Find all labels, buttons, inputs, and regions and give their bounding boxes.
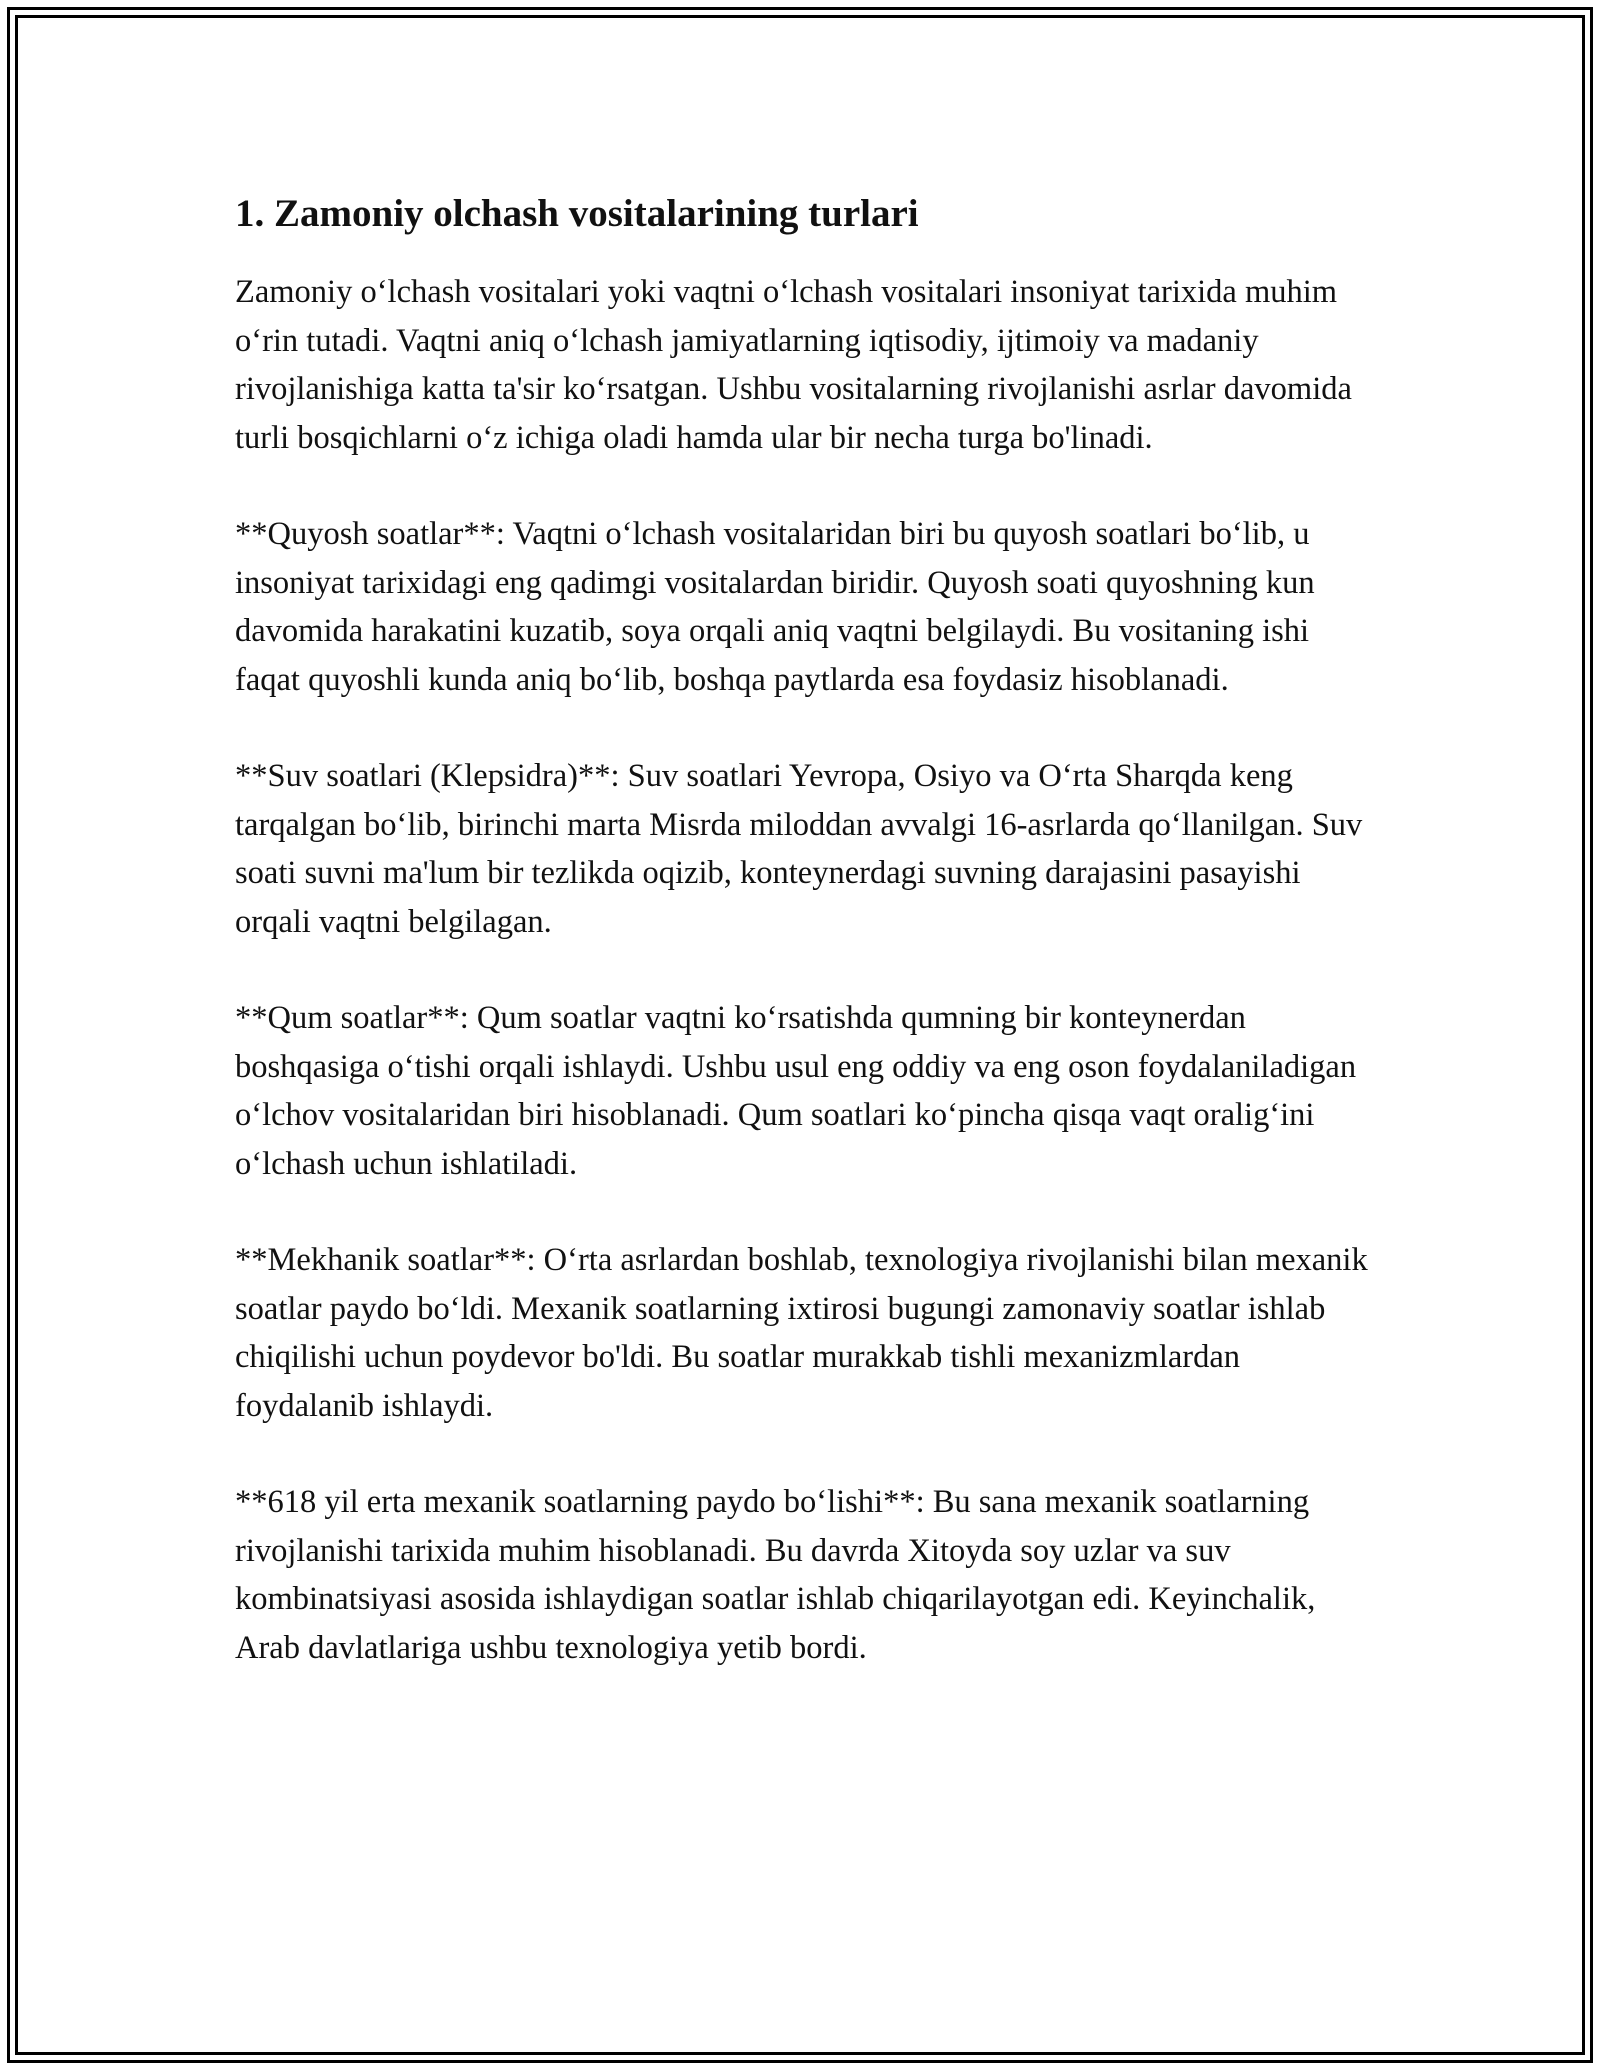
paragraph-618-year: **618 yil erta mexanik soatlarning paydo bo‘lishi**: Bu sana mexanik soatlarning rivojlanishi tarixida muhim hisoblanadi. Bu davrda Xitoyda soy uzlar va suv kombinatsiyasi asosida ishlaydigan soatlar ishlab chiqarilayotgan edi. Keyinchalik, Arab davlatlariga ushbu texnologiya yetib bordi. [235,1484,1316,1666]
paragraph-mechanical-clocks: **Mekhanik soatlar**: O‘rta asrlardan boshlab, texnologiya rivojlanishi bilan mexanik soatlar paydo bo‘ldi. Mexanik soatlarning ixtirosi bugungi zamonaviy soatlar ishlab chiqilishi uchun poydevor bo'ldi. Bu soatlar murakkab tishli mexanizmlardan foydalanib ishlaydi. [235,1242,1368,1424]
document-body [235,188,1375,1720]
paragraph-sundials: **Quyosh soatlar**: Vaqtni o‘lchash vositalaridan biri bu quyosh soatlari bo‘lib, u insoniyat tarixidagi eng qadimgi vositalardan biridir. Quyosh soati quyoshning kun davomida harakatini kuzatib, soya orqali aniq vaqtni belgilaydi. Bu vositaning ishi faqat quyoshli kunda aniq bo‘lib, boshqa paytlarda esa foydasiz hisoblanadi. [235,516,1315,698]
paragraph-intro: Zamoniy o‘lchash vositalari yoki vaqtni o‘lchash vositalari insoniyat tarixida muhim o‘rin tutadi. Vaqtni aniq o‘lchash jamiyatlarning iqtisodiy, ijtimoiy va madaniy rivojlanishiga katta ta'sir ko‘rsatgan. Ushbu vositalarning rivojlanishi asrlar davomida turli bosqichlarni o‘z ichiga oladi hamda ular bir necha turga bo'linadi. [235,274,1352,456]
paragraph-hourglasses: **Qum soatlar**: Qum soatlar vaqtni ko‘rsatishda qumning bir konteynerdan boshqasiga o‘tishi orqali ishlaydi. Ushbu usul eng oddiy va eng oson foydalaniladigan o‘lchov vositalaridan biri hisoblanadi. Qum soatlari ko‘pincha qisqa vaqt oralig‘ini o‘lchash uchun ishlatiladi. [235,1000,1357,1182]
section-heading: 1. Zamoniy olchash vositalarining turlari [235,192,919,235]
paragraph-water-clocks: **Suv soatlari (Klepsidra)**: Suv soatlari Yevropa, Osiyo va O‘rta Sharqda keng tarqalgan bo‘lib, birinchi marta Misrda miloddan avvalgi 16-asrlarda qo‘llanilgan. Suv soati suvni ma'lum bir tezlikda oqizib, konteynerdagi suvning darajasini pasayishi orqali vaqtni belgilagan. [235,758,1363,940]
